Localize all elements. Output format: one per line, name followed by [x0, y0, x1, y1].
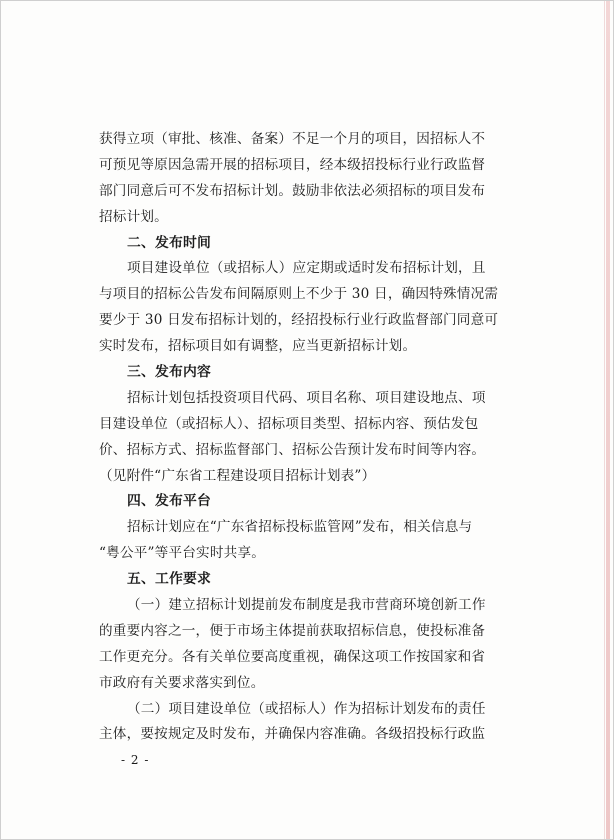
page-edge-line	[604, 1, 605, 839]
paragraph-line: 的重要内容之一，便于市场主体提前获取招标信息，使投标准备	[99, 622, 486, 639]
paragraph-line: 可预见等原因急需开展的招标项目，经本级招投标行业行政监督	[99, 156, 486, 173]
paragraph-line: 招标计划。	[99, 208, 168, 225]
paragraph-line: 要少于 30 日发布招标计划的，经招投标行业行政监督部门同意可	[99, 312, 499, 329]
page-number: - 2 -	[121, 753, 150, 767]
paragraph-line: 市政府有关要求落实到位。	[99, 674, 265, 691]
section-heading: 四、发布平台	[127, 493, 211, 510]
section-heading: 二、发布时间	[127, 234, 211, 251]
document-body	[99, 127, 521, 748]
paragraph-line: 招标计划应在“广东省招标投标监管网”发布，相关信息与	[127, 519, 473, 536]
paragraph-line: 获得立项（审批、核准、备案）不足一个月的项目，因招标人不	[99, 131, 486, 147]
paragraph-line: 价、招标方式、招标监督部门、招标公告预计发布时间等内容。	[99, 441, 486, 458]
paragraph-line: （一）建立招标计划提前发布制度是我市营商环境创新工作	[127, 597, 486, 614]
paragraph-line: （二）项目建设单位（或招标人）作为招标计划发布的责任	[127, 700, 486, 717]
section-heading: 五、工作要求	[127, 571, 211, 588]
paragraph-line: “粤公平”等平台实时共享。	[99, 545, 266, 562]
paragraph-line: 工作更充分。各有关单位要高度重视，确保这项工作按国家和省	[99, 648, 486, 665]
paragraph-line: 目建设单位（或招标人）、招标项目类型、招标内容、预估发包	[99, 415, 479, 432]
paragraph-line: 项目建设单位（或招标人）应定期或适时发布招标计划，且	[127, 260, 486, 277]
paragraph-line: （见附件“广东省工程建设项目招标计划表”）	[99, 467, 376, 484]
paragraph-line: 实时发布，招标项目如有调整，应当更新招标计划。	[99, 338, 417, 355]
page-edge-mark	[606, 1, 610, 839]
paragraph-line: 与项目的招标公告发布间隔原则上不少于 30 日，确因特殊情况需	[99, 286, 499, 303]
section-heading: 三、发布内容	[127, 364, 211, 381]
paragraph-line: 主体，要按规定及时发布，并确保内容准确。各级招投标行政监	[99, 726, 486, 743]
paragraph-line: 部门同意后可不发布招标计划。鼓励非依法必须招标的项目发布	[99, 182, 486, 199]
paragraph-line: 招标计划包括投资项目代码、项目名称、项目建设地点、项	[127, 389, 486, 406]
